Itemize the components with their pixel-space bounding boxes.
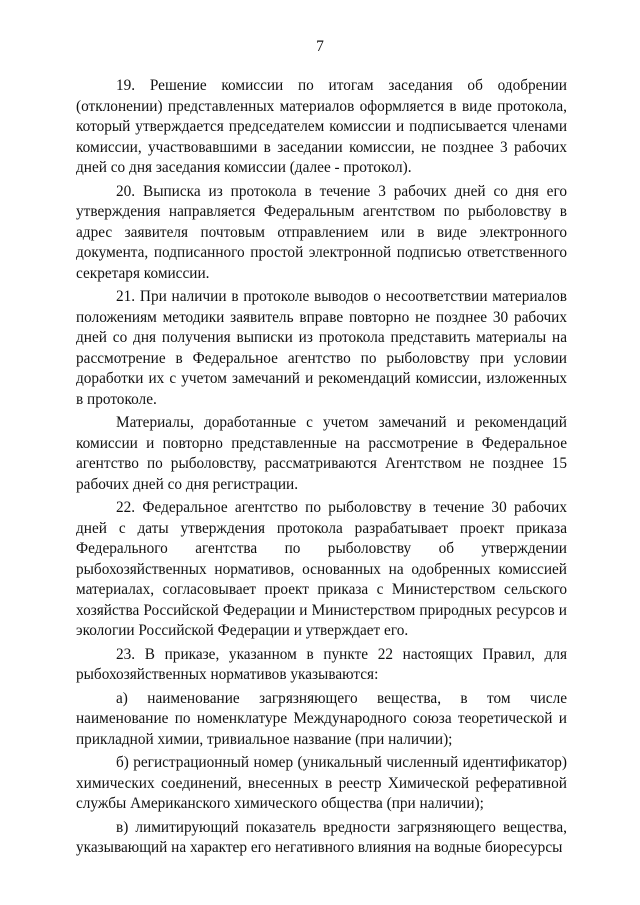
paragraph-23-item-a: а) наименование загрязняющего вещества, в том числе наименование по номенклатуре Международного союза теоретической и прикладной химии, тривиальное название (при наличии); <box>76 689 567 748</box>
document-body <box>76 76 567 862</box>
paragraph-23-item-c: в) лимитирующий показатель вредности загрязняющего вещества, указывающий на характер его негативного влияния на водные биоресурсы <box>76 818 567 856</box>
paragraph-21: 21. При наличии в протоколе выводов о несоответствии материалов положениям методики заявитель вправе повторно не позднее 30 рабочих дней со дня получения выписки из протокола представить материалы на рассмотрение в Федеральное агентство по рыболовству при условии доработки их с учетом замечаний и рекомендаций комиссии, изложенных в протоколе. <box>76 288 567 408</box>
paragraph-20: 20. Выписка из протокола в течение 3 рабочих дней со дня его утверждения направляется Федеральным агентством по рыболовству в адрес заявителя почтовым отправлением или в виде электронного документа, подписанного простой электронной подписью ответственного секретаря комиссии. <box>76 182 567 282</box>
page-number: 7 <box>316 38 324 55</box>
paragraph-23-item-b: б) регистрационный номер (уникальный численный идентификатор) химических соединений, внесенных в реестр Химической реферативной службы Американского химического общества (при наличии); <box>76 754 567 812</box>
paragraph-23: 23. В приказе, указанном в пункте 22 настоящих Правил, для рыбохозяйственных нормативов указываются: <box>76 645 567 683</box>
paragraph-21-continuation: Материалы, доработанные с учетом замечаний и рекомендаций комиссии и повторно представленные на рассмотрение в Федеральное агентство по рыболовству, рассматриваются Агентством не позднее 15 рабочих дней со дня регистрации. <box>76 414 567 493</box>
paragraph-22: 22. Федеральное агентство по рыболовству в течение 30 рабочих дней с даты утверждения протокола разрабатывает проект приказа Федерального агентства по рыболовству об утверждении рыбохозяйственных нормативов, основанных на одобренных комиссией материалах, согласовывает проект приказа с Министерством сельского хозяйства Российской Федерации и Министерством природных ресурсов и экологии Российской Федерации и утверждает его. <box>76 499 567 639</box>
paragraph-19: 19. Решение комиссии по итогам заседания об одобрении (отклонении) представленных материалов оформляется в виде протокола, который утверждается председателем комиссии и подписывается членами комиссии, участвовавшими в заседании комиссии, не позднее 3 рабочих дней со дня заседания комиссии (далее - протокол). <box>76 77 567 176</box>
